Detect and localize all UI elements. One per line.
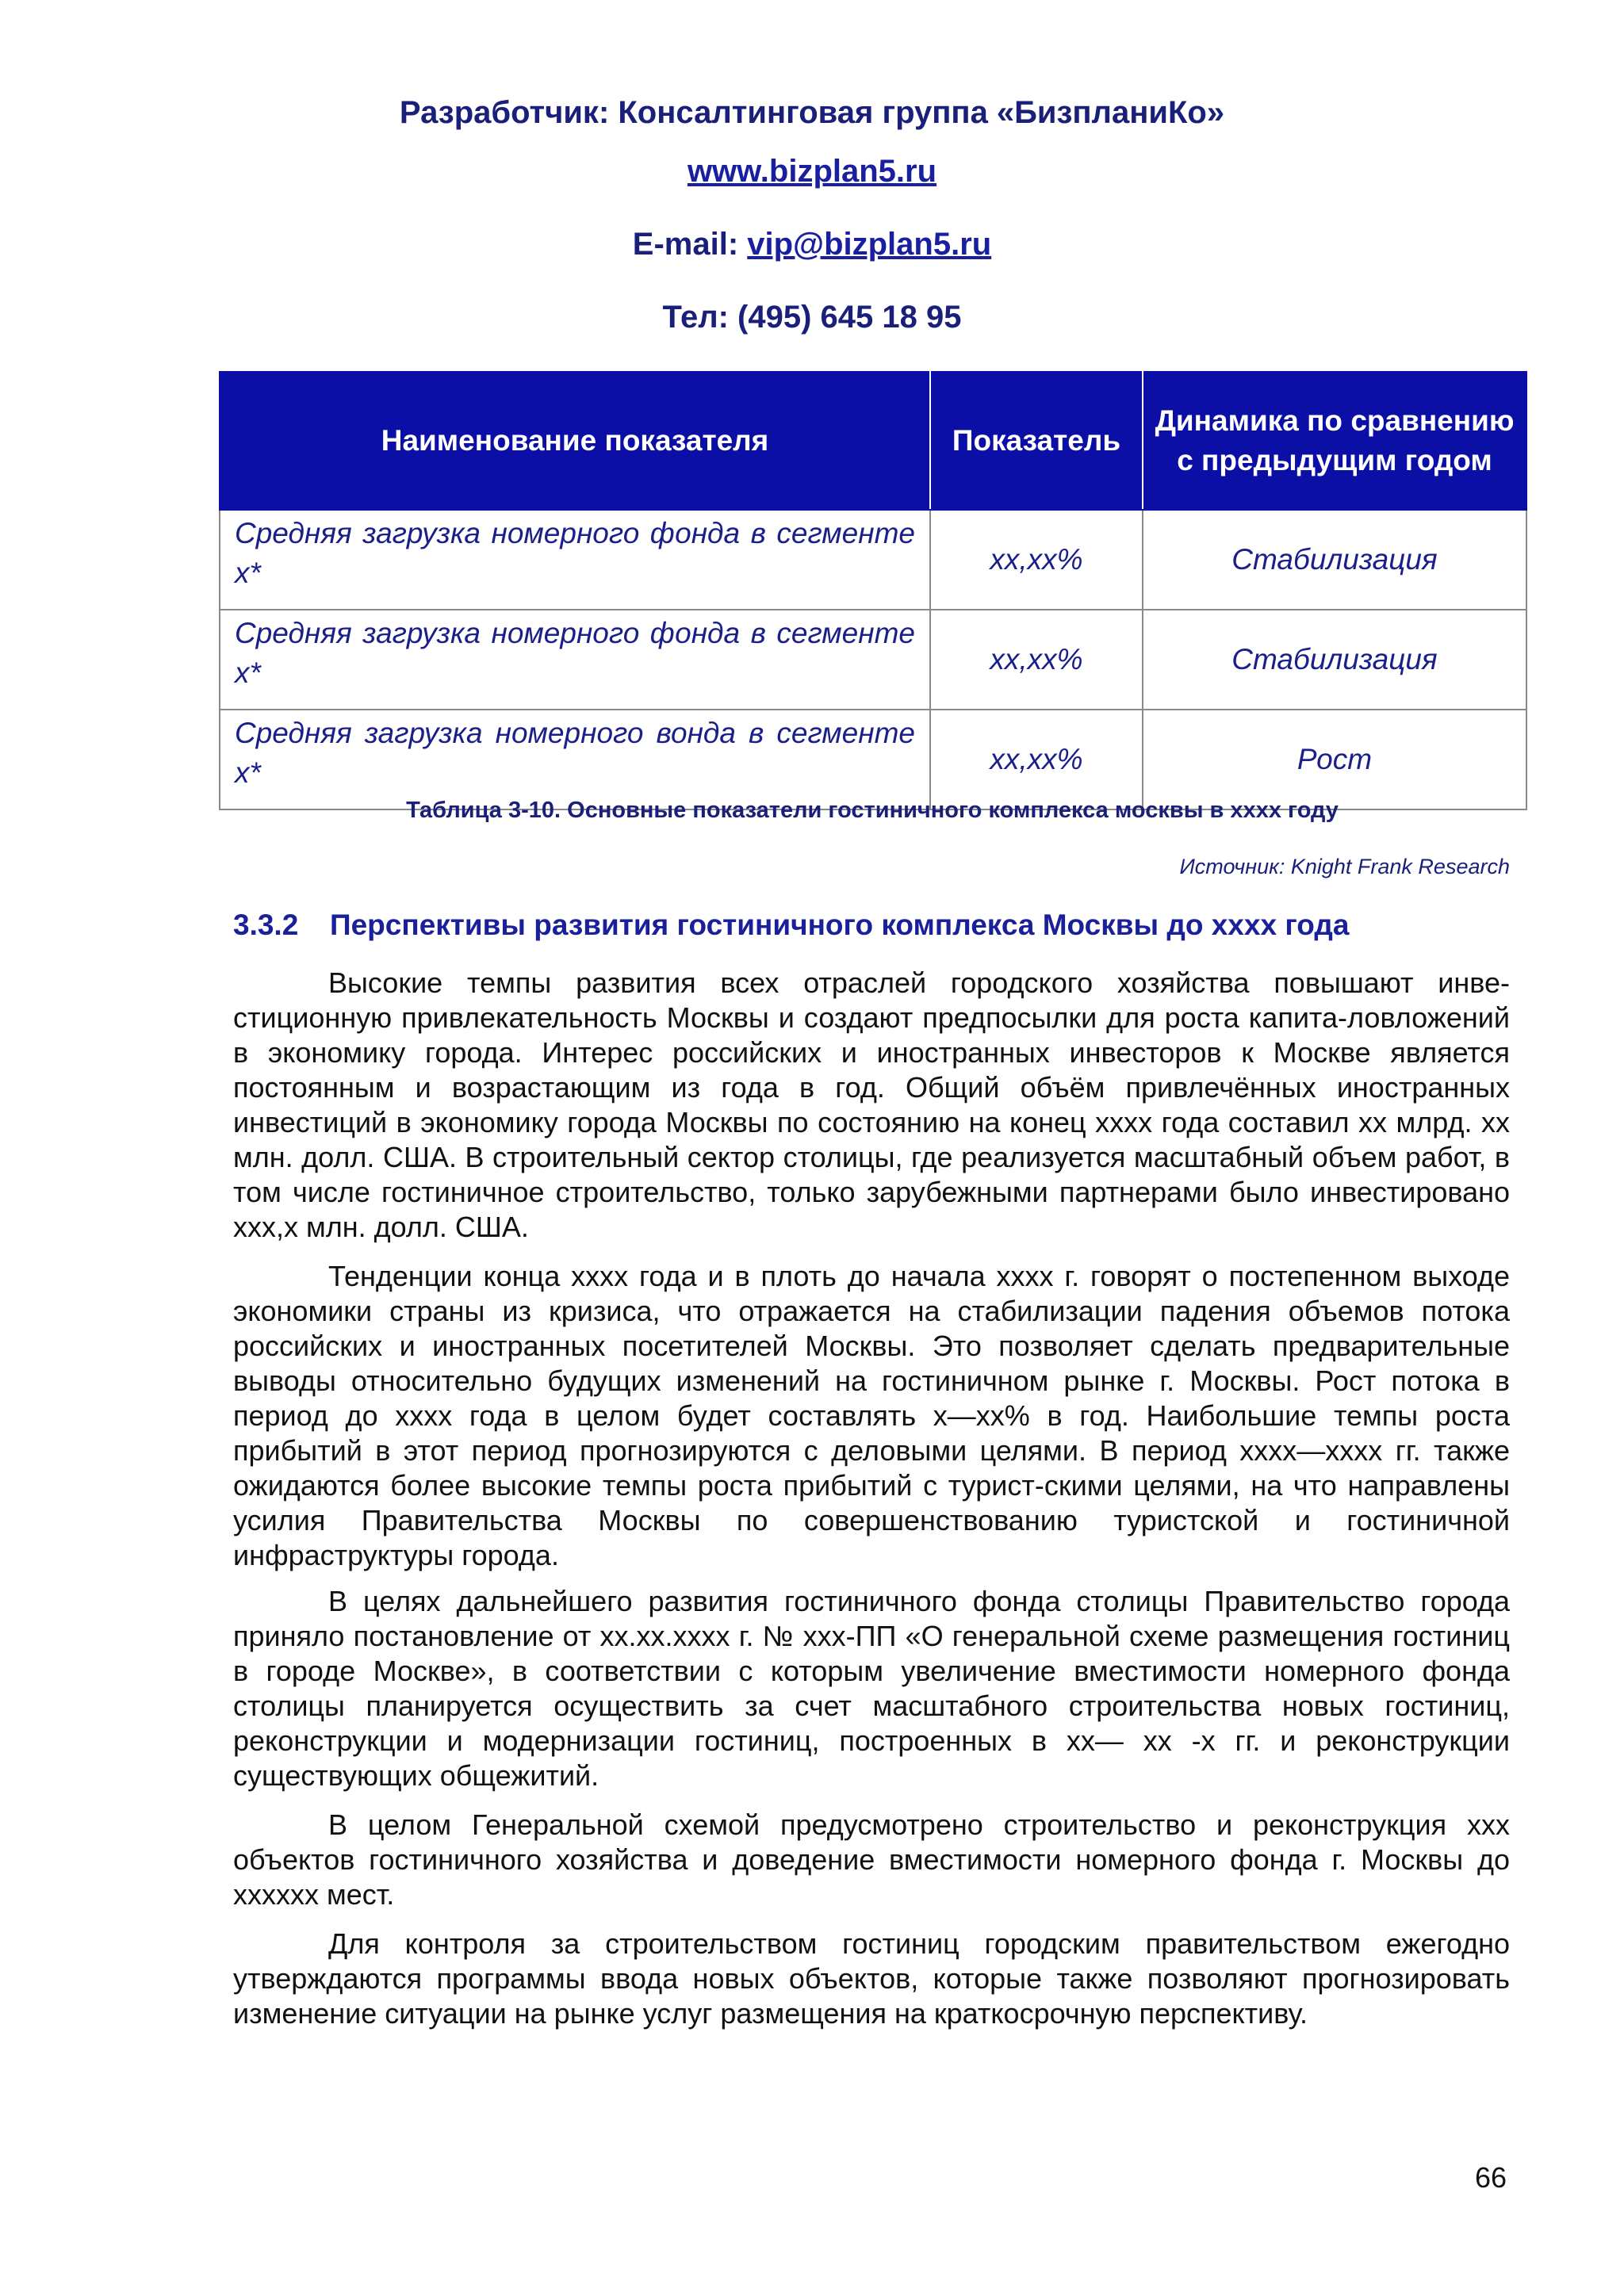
website-header <box>0 152 1624 190</box>
row-value: хх,хх% <box>930 610 1143 710</box>
table-row <box>220 710 1526 809</box>
hotel-indicators-table <box>219 371 1527 810</box>
developer-header <box>0 94 1624 132</box>
row-value: хх,хх% <box>930 510 1143 610</box>
header-dynamics: Динамика по сравнению с предыдущим годом <box>1143 372 1526 510</box>
section-heading <box>233 909 1534 942</box>
row-dynamics: Стабилизация <box>1143 610 1526 710</box>
row-name: Средняя загрузка номерного фонда в сегменте х* <box>220 610 930 710</box>
paragraph: Высокие темпы развития всех отраслей городского хозяйства повышают инве-стиционную привлекательность Москвы и создают предпосылки для роста капита-ловложений в экономику города. Интерес российских и иностранных инвесторов к Москве является постоянным и возрастающим из года в год. Общий объём привлечённых иностранных инвестиций в экономику города Москвы по состоянию на конец хххх года составил хх млрд. хх млн. долл. США. В строительный сектор столицы, где реализуется масштабный объем работ, в том числе гостиничное строительство, только зарубежными партнерами было инвестировано ххх,х млн. долл. США. <box>233 966 1510 1243</box>
table-header-row <box>220 372 1526 510</box>
paragraph: Тенденции конца хххх года и в плоть до начала хххх г. говорят о постепенном выходе экономики страны из кризиса, что отражается на стабилизации падения объемов потока российских и иностранных посетителей Москвы. Это позволяет сделать предварительные выводы относительно будущих изменений на гостиничном рынке г. Москвы. Рост потока в период до хххх года в целом будет составлять х—хх% в год. Наибольшие темпы роста прибытий в этот период прогнозируются с деловыми целями. В период хххх—хххх гг. также ожидаются более высокие темпы роста прибытий с турист-скими целями, на что направлены усилия Правительства Москвы по совершенствованию туристской и гостиничной инфраструктуры города. <box>233 1260 1510 1571</box>
developer-title: Разработчик: Консалтинговая группа «БизпланиКо» <box>399 95 1225 130</box>
table-source: Источник: Knight Frank Research <box>1179 855 1510 878</box>
email-label: E-mail: <box>632 227 748 262</box>
row-dynamics: Рост <box>1143 710 1526 809</box>
paragraph: Для контроля за строительством гостиниц городским правительством ежегодно утверждаются программы ввода новых объектов, которые также позволяют прогнозировать изменение ситуации на рынке услуг размещения на краткосрочную перспективу. <box>233 1927 1510 2030</box>
page-number: 66 <box>1474 2161 1507 2194</box>
email-link[interactable]: vip@bizplan5.ru <box>747 227 992 262</box>
row-name: Средняя загрузка номерного фонда в сегменте х* <box>220 510 930 610</box>
header-indicator-value: Показатель <box>930 372 1143 510</box>
table-row <box>220 510 1526 610</box>
row-dynamics: Стабилизация <box>1143 510 1526 610</box>
phone-header <box>0 298 1624 336</box>
section-number: 3.3.2 <box>233 909 299 941</box>
row-value: хх,хх% <box>930 710 1143 809</box>
header-indicator-name: Наименование показателя <box>220 372 930 510</box>
phone-number: Тел: (495) 645 18 95 <box>662 300 962 335</box>
paragraph: В целом Генеральной схемой предусмотрено строительство и реконструкция ххх объектов гостиничного хозяйства и доведение вместимости номерного фонда г. Москвы до хххххх мест. <box>233 1808 1510 1911</box>
email-header <box>0 225 1624 263</box>
section-title: Перспективы развития гостиничного комплекса Москвы до хххх года <box>330 909 1350 941</box>
table-row <box>220 610 1526 710</box>
website-link[interactable]: www.bizplan5.ru <box>687 154 937 189</box>
row-name: Средняя загрузка номерного вонда в сегменте х* <box>220 710 930 809</box>
table-caption: Таблица 3-10. Основные показатели гостиничного комплекса москвы в хххх году <box>406 798 1339 823</box>
paragraph: В целях дальнейшего развития гостиничного фонда столицы Правительство города приняло постановление от хх.хх.хххх г. № ххх-ПП «О генеральной схеме размещения гостиниц в городе Москве», в соответствии с которым увеличение вместимости номерного фонда столицы планируется осуществить за счет масштабного строительства новых гостиниц, реконструкции и модернизации гостиниц, построенных в хх— хх -х гг. и реконструкции существующих общежитий. <box>233 1585 1510 1792</box>
